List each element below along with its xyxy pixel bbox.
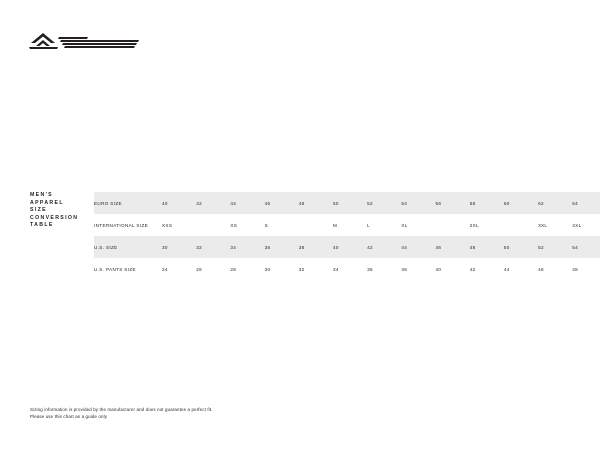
table-cell: XS [230, 214, 264, 236]
footnote-line-1: Sizing information is provided by the manufacturer and does not guarantee a perfect fit. [30, 407, 213, 412]
table-cell: 38 [299, 236, 333, 258]
size-conversion-table [94, 192, 582, 280]
table-cell: S [265, 214, 299, 236]
title-line-4: CONVERSION [30, 214, 79, 221]
row-label: U.S. PANTS SIZE [94, 258, 162, 280]
table-cell: 50 [504, 236, 538, 258]
table-cell: 42 [470, 258, 504, 280]
table-cell: 62 [538, 192, 572, 214]
table-cell: 44 [401, 236, 435, 258]
table-cell: 60 [504, 192, 538, 214]
table-cell: 42 [367, 236, 401, 258]
table-cell: XXS [162, 214, 196, 236]
table-cell: L [367, 214, 401, 236]
title-line-3: SIZE [30, 207, 47, 214]
table-cell [299, 214, 333, 236]
table-cell: 52 [367, 192, 401, 214]
table-cell: 26 [196, 258, 230, 280]
table-cell: 40 [436, 258, 470, 280]
table-cell: XL [401, 214, 435, 236]
alpinestars-logo [28, 30, 140, 58]
table-cell: 36 [265, 236, 299, 258]
table-cell: 64 [572, 192, 600, 214]
page-title [30, 192, 92, 230]
footnote [30, 406, 360, 421]
table-cell: 40 [333, 236, 367, 258]
table-cell: 32 [299, 258, 333, 280]
table-cell: 58 [470, 192, 504, 214]
table-cell: 50 [333, 192, 367, 214]
table-cell [436, 214, 470, 236]
row-label: EURO SIZE [94, 192, 162, 214]
table-cell: 3XL [538, 214, 572, 236]
table-cell: 4XL [572, 214, 600, 236]
table-cell: 56 [436, 192, 470, 214]
table-cell: 44 [230, 192, 264, 214]
title-line-1: MEN'S [30, 192, 53, 198]
table-cell: 34 [230, 236, 264, 258]
table-row [94, 192, 600, 214]
table-cell: 32 [196, 236, 230, 258]
table-cell: 42 [196, 192, 230, 214]
row-label: INTERNATIONAL SIZE [94, 214, 162, 236]
table-cell: M [333, 214, 367, 236]
table-cell: 46 [538, 258, 572, 280]
table-cell: 30 [265, 258, 299, 280]
table-row [94, 214, 600, 236]
table-cell: 44 [504, 258, 538, 280]
table-cell: 34 [333, 258, 367, 280]
table-cell [196, 214, 230, 236]
table-cell: 46 [265, 192, 299, 214]
table-row [94, 236, 600, 258]
table-cell: 48 [572, 258, 600, 280]
table-cell: 46 [436, 236, 470, 258]
table-cell: 48 [299, 192, 333, 214]
table-cell: 36 [367, 258, 401, 280]
table-cell: 52 [538, 236, 572, 258]
table-cell: 48 [470, 236, 504, 258]
table-cell: 54 [572, 236, 600, 258]
table-cell: 38 [401, 258, 435, 280]
table-cell: 54 [401, 192, 435, 214]
table-cell: 40 [162, 192, 196, 214]
footnote-line-2: Please use this chart as a guide only [30, 414, 108, 420]
table-cell: 30 [162, 236, 196, 258]
table-cell: 2XL [470, 214, 504, 236]
table-row [94, 258, 600, 280]
table-cell: 28 [230, 258, 264, 280]
table-cell: 24 [162, 258, 196, 280]
row-label: U.S. SIZE [94, 236, 162, 258]
title-line-5: TABLE [30, 222, 54, 229]
title-line-2: APPAREL [30, 199, 64, 206]
table-cell [504, 214, 538, 236]
